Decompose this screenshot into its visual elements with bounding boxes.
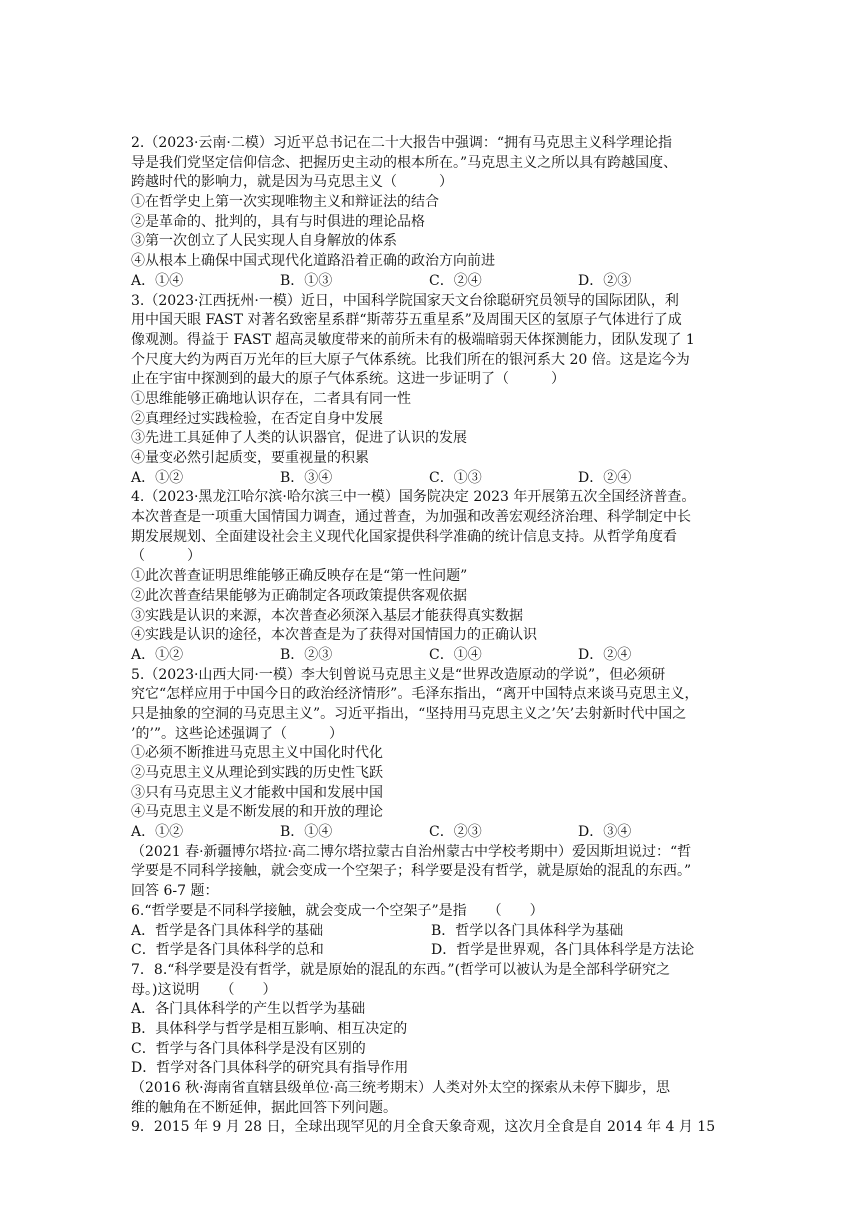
group67-intro-line-2: 学要是不同科学接触，就会变成一个空架子；科学要是没有哲学，就是原始的混乱的东西。” (131, 863, 692, 880)
q3-option-c[interactable]: C．①③ (429, 469, 482, 486)
q3-stem-line-3: 像观测。得益于 FAST 超高灵敏度带来的前所未有的极端暗弱天体探测能力，团队发现了 1 (131, 331, 695, 348)
q4-item-3: ③实践是认识的来源，本次普查必须深入基层才能获得真实数据 (131, 607, 523, 624)
q7-stem-line-2: 母。)这说明 （ ） (131, 981, 277, 998)
q5-stem-line-3: 只是抽象的空洞的马克思主义”。习近平指出，“坚持用马克思主义之’矢’去射新时代中国之 (131, 705, 687, 722)
q5-stem-line-2: 究它“怎样应用于中国今日的政治经济情形”。毛泽东指出，“离开中国特点来谈马克思主义， (131, 686, 699, 703)
q3-option-a[interactable]: A．①② (131, 469, 184, 486)
q2-item-2: ②是革命的、批判的，具有与时俱进的理论品格 (131, 213, 425, 230)
q2-stem-line-3: 跨越时代的影响力，就是因为马克思主义（ ） (131, 174, 453, 191)
q5-options (131, 823, 731, 843)
q3-options (131, 469, 731, 489)
q7-option-b[interactable]: B．具体科学与哲学是相互影响、相互决定的 (131, 1020, 408, 1037)
q4-stem-line-2: 本次普查是一项重大国情国力调查，通过普查，为加强和改善宏观经济治理、科学制定中长 (131, 509, 691, 526)
q4-stem-line-1: 4.（2023·黑龙江哈尔滨·哈尔滨三中一模）国务院决定 2023 年开展第五次全国经济普查。 (131, 489, 696, 506)
q4-item-4: ④实践是认识的途径，本次普查是为了获得对国情国力的正确认识 (131, 627, 537, 644)
q2-item-1: ①在哲学史上第一次实现唯物主义和辩证法的结合 (131, 194, 439, 211)
q4-option-c[interactable]: C．①④ (429, 646, 482, 663)
q3-stem-line-4: 个尺度大约为两百万光年的巨大原子气体系统。比我们所在的银河系大 20 倍。这是迄今为 (131, 351, 690, 368)
q5-stem-line-1: 5.（2023·山西大同·一模）李大钊曾说马克思主义是“世界改造原动的学说”，但必须研 (131, 666, 666, 683)
q5-option-a[interactable]: A．①② (131, 824, 184, 841)
q2-option-d[interactable]: D．②③ (578, 272, 632, 289)
q2-stem-line-1: 2.（2023·云南·二模）习近平总书记在二十大报告中强调：“拥有马克思主义科学理论指 (131, 135, 673, 151)
q3-option-b[interactable]: B．③④ (280, 469, 333, 486)
q3-stem-line-5: 止在宇宙中探测到的最大的原子气体系统。这进一步证明了（ ） (131, 371, 565, 388)
q4-option-b[interactable]: B．②③ (280, 646, 333, 663)
q7-option-c[interactable]: C．哲学与各门具体科学是没有区别的 (131, 1040, 366, 1057)
q6-stem-line-1: 6.“哲学要是不同科学接触，就会变成一个空架子”是指 （ ） (131, 902, 544, 919)
q3-item-1: ①思维能够正确地认识存在，二者具有同一性 (131, 390, 411, 407)
q7-option-d[interactable]: D．哲学对各门具体科学的研究具有指导作用 (131, 1060, 409, 1077)
group9-intro-line-2: 维的触角在不断延伸，据此回答下列问题。 (131, 1099, 397, 1116)
q5-stem-line-4: ’的’”。这些论述强调了（ ） (131, 725, 344, 742)
q2-option-a[interactable]: A．①④ (131, 272, 184, 289)
q3-item-4: ④量变必然引起质变，要重视量的积累 (131, 450, 369, 466)
q6-options-row-1 (131, 922, 731, 942)
q5-option-d[interactable]: D．③④ (578, 824, 632, 841)
q6-option-c[interactable]: C．哲学是各门具体科学的总和 (131, 942, 324, 959)
q6-option-b[interactable]: B．哲学以各门具体科学为基础 (431, 922, 624, 939)
q4-item-1: ①此次普查证明思维能够正确反映存在是“第一性问题” (131, 568, 468, 585)
q5-item-2: ②马克思主义从理论到实践的历史性飞跃 (131, 765, 383, 781)
q4-item-2: ②此次普查结果能够为正确制定各项政策提供客观依据 (131, 587, 467, 604)
q9-stem-line-1: 9．2015 年 9 月 28 日，全球出现罕见的月全食天象奇观，这次月全食是自 2014 年 4 月 15 (131, 1119, 716, 1136)
q4-option-a[interactable]: A．①② (131, 646, 184, 663)
q4-stem-line-3: 期发展规划、全面建设社会主义现代化国家提供科学准确的统计信息支持。从哲学角度看 (131, 528, 677, 545)
q2-option-c[interactable]: C．②④ (429, 272, 482, 289)
q3-stem-line-2: 用中国天眼 FAST 对著名致密星系群“斯蒂芬五重星系”及周围天区的氢原子气体进行了成 (131, 312, 682, 329)
q4-options (131, 646, 731, 666)
group67-intro-line-3: 回答 6-7 题： (131, 883, 219, 900)
q3-item-3: ③先进工具延伸了人类的认识器官，促进了认识的发展 (131, 430, 467, 447)
group67-intro-line-1: （2021 春·新疆博尔塔拉·高二博尔塔拉蒙古自治州蒙古中学校考期中）爱因斯坦说过：“哲 (131, 843, 692, 860)
q4-option-d[interactable]: D．②④ (578, 646, 632, 663)
q7-stem-line-1: 7．8.“科学要是没有哲学，就是原始的混乱的东西。”(哲学可以被认为是全部科学研究之 (131, 961, 671, 978)
q5-item-3: ③只有马克思主义才能救中国和发展中国 (131, 784, 383, 801)
question-content (131, 134, 731, 1138)
q3-item-2: ②真理经过实践检验，在否定自身中发展 (131, 410, 383, 427)
q3-option-d[interactable]: D．②④ (578, 469, 632, 486)
q6-option-a[interactable]: A．哲学是各门具体科学的基础 (131, 922, 324, 939)
q4-stem-line-4: （ ） (131, 548, 201, 565)
q5-item-4: ④马克思主义是不断发展的和开放的理论 (131, 804, 383, 821)
group9-intro-line-1: （2016 秋·海南省直辖县级单位·高三统考期末）人类对外太空的探索从未停下脚步，思 (131, 1080, 670, 1096)
q7-option-a[interactable]: A．各门具体科学的产生以哲学为基础 (131, 1001, 366, 1018)
q6-option-d[interactable]: D．哲学是世界观，各门具体科学是方法论 (431, 942, 695, 959)
q2-item-4: ④从根本上确保中国式现代化道路沿着正确的政治方向前进 (131, 253, 495, 270)
q3-stem-line-1: 3.（2023·江西抚州·一模）近日，中国科学院国家天文台徐聪研究员领导的国际团队，利 (131, 292, 679, 309)
q5-item-1: ①必须不断推进马克思主义中国化时代化 (131, 745, 383, 762)
q2-options (131, 272, 731, 292)
q2-option-b[interactable]: B．①③ (280, 272, 333, 289)
q2-item-3: ③第一次创立了人民实现人自身解放的体系 (131, 233, 397, 250)
q5-option-b[interactable]: B．①④ (280, 824, 333, 841)
q6-options-row-2 (131, 941, 731, 961)
q5-option-c[interactable]: C．②③ (429, 824, 482, 841)
q2-stem-line-2: 导是我们党坚定信仰信念、把握历史主动的根本所在。”马克思主义之所以具有跨越国度、 (131, 154, 678, 171)
